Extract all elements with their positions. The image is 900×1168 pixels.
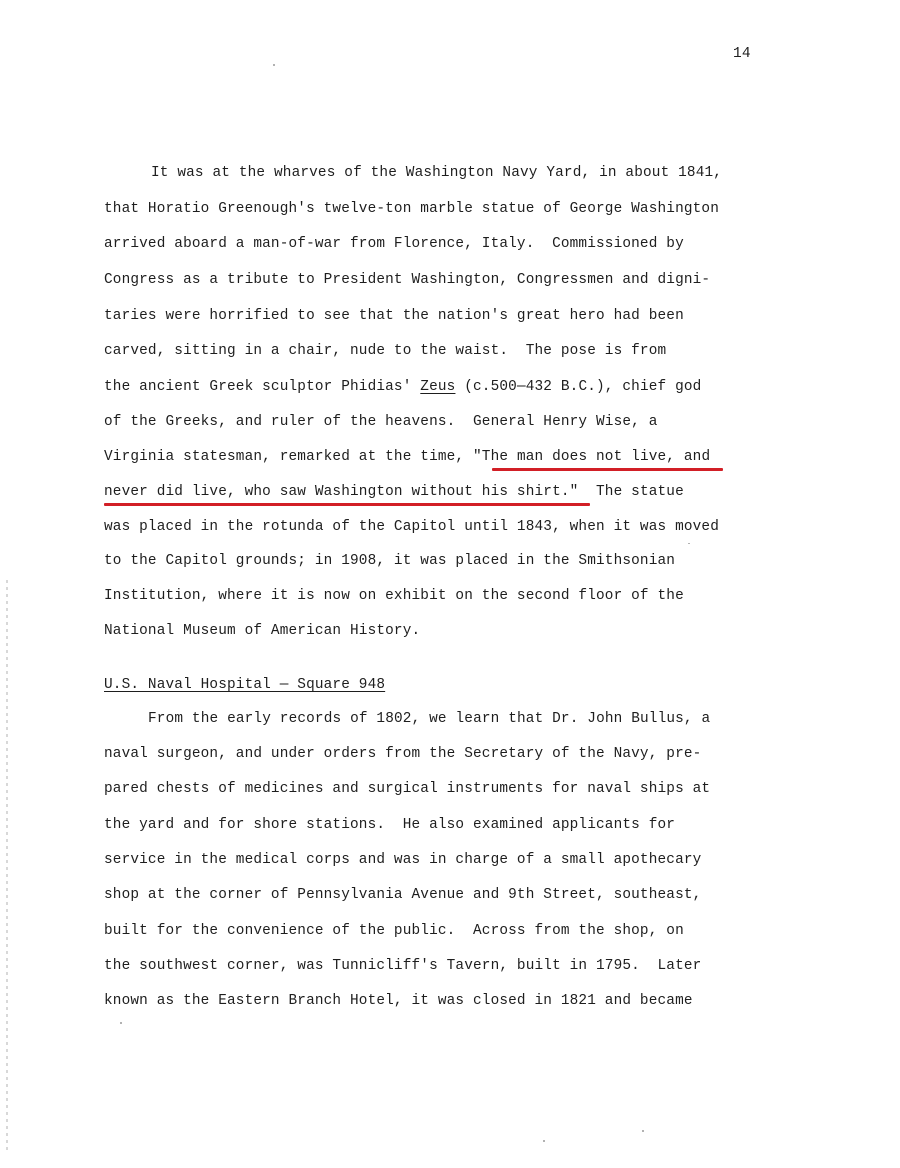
text-line: National Museum of American History. — [104, 623, 421, 639]
text-line: that Horatio Greenough's twelve-ton marble statue of George Washington — [104, 201, 720, 217]
zeus-title: Zeus — [420, 379, 456, 395]
highlighted-quote: "The man does not live, and — [473, 449, 711, 465]
scan-speck — [688, 543, 690, 544]
text-line — [104, 377, 701, 397]
text-line: built for the convenience of the public. Across from the shop, on — [104, 923, 684, 939]
section-heading: U.S. Naval Hospital — Square 948 — [104, 677, 386, 693]
text-line: taries were horrified to see that the nation's great hero had been — [104, 308, 684, 324]
text-line: naval surgeon, and under orders from the Secretary of the Navy, pre- — [104, 746, 702, 762]
scan-speck — [273, 64, 275, 66]
quote-underline-annotation — [492, 468, 723, 471]
text-line: known as the Eastern Branch Hotel, it was closed in 1821 and became — [104, 993, 693, 1009]
text-span: the ancient Greek sculptor Phidias' — [104, 379, 421, 395]
text-span: The statue — [578, 484, 684, 500]
text-line: Congress as a tribute to President Washington, Congressmen and digni- — [104, 272, 711, 288]
text-line: the yard and for shore stations. He also examined applicants for — [104, 817, 676, 833]
text-line: to the Capitol grounds; in 1908, it was placed in the Smithsonian — [104, 553, 676, 569]
text-line: Institution, where it is now on exhibit on the second floor of the — [104, 588, 684, 604]
quote-underline-annotation — [104, 503, 590, 506]
text-line: pared chests of medicines and surgical instruments for naval ships at — [104, 781, 711, 797]
text-line: service in the medical corps and was in charge of a small apothecary — [104, 852, 702, 868]
text-line: arrived aboard a man-of-war from Florence, Italy. Commissioned by — [104, 236, 684, 252]
text-line: carved, sitting in a chair, nude to the waist. The pose is from — [104, 343, 667, 359]
text-line — [104, 447, 710, 467]
text-line — [104, 482, 684, 502]
text-span: (c.500—432 B.C.), chief god — [455, 379, 702, 395]
highlighted-quote: never did live, who saw Washington without his shirt." — [104, 484, 579, 500]
scan-speck — [120, 1022, 122, 1024]
text-line: It was at the wharves of the Washington Navy Yard, in about 1841, — [151, 165, 723, 181]
text-span: Virginia statesman, remarked at the time, — [104, 449, 474, 465]
scan-speck — [642, 1130, 644, 1132]
text-line: of the Greeks, and ruler of the heavens. General Henry Wise, a — [104, 414, 658, 430]
text-line: was placed in the rotunda of the Capitol until 1843, when it was moved — [104, 519, 720, 535]
text-line: the southwest corner, was Tunnicliff's Tavern, built in 1795. Later — [104, 958, 702, 974]
page-number: 14 — [733, 46, 751, 62]
scan-binding-edge — [6, 580, 8, 1150]
text-line: From the early records of 1802, we learn that Dr. John Bullus, a — [148, 711, 711, 727]
scan-speck — [543, 1140, 545, 1142]
text-line: shop at the corner of Pennsylvania Avenue and 9th Street, southeast, — [104, 887, 702, 903]
